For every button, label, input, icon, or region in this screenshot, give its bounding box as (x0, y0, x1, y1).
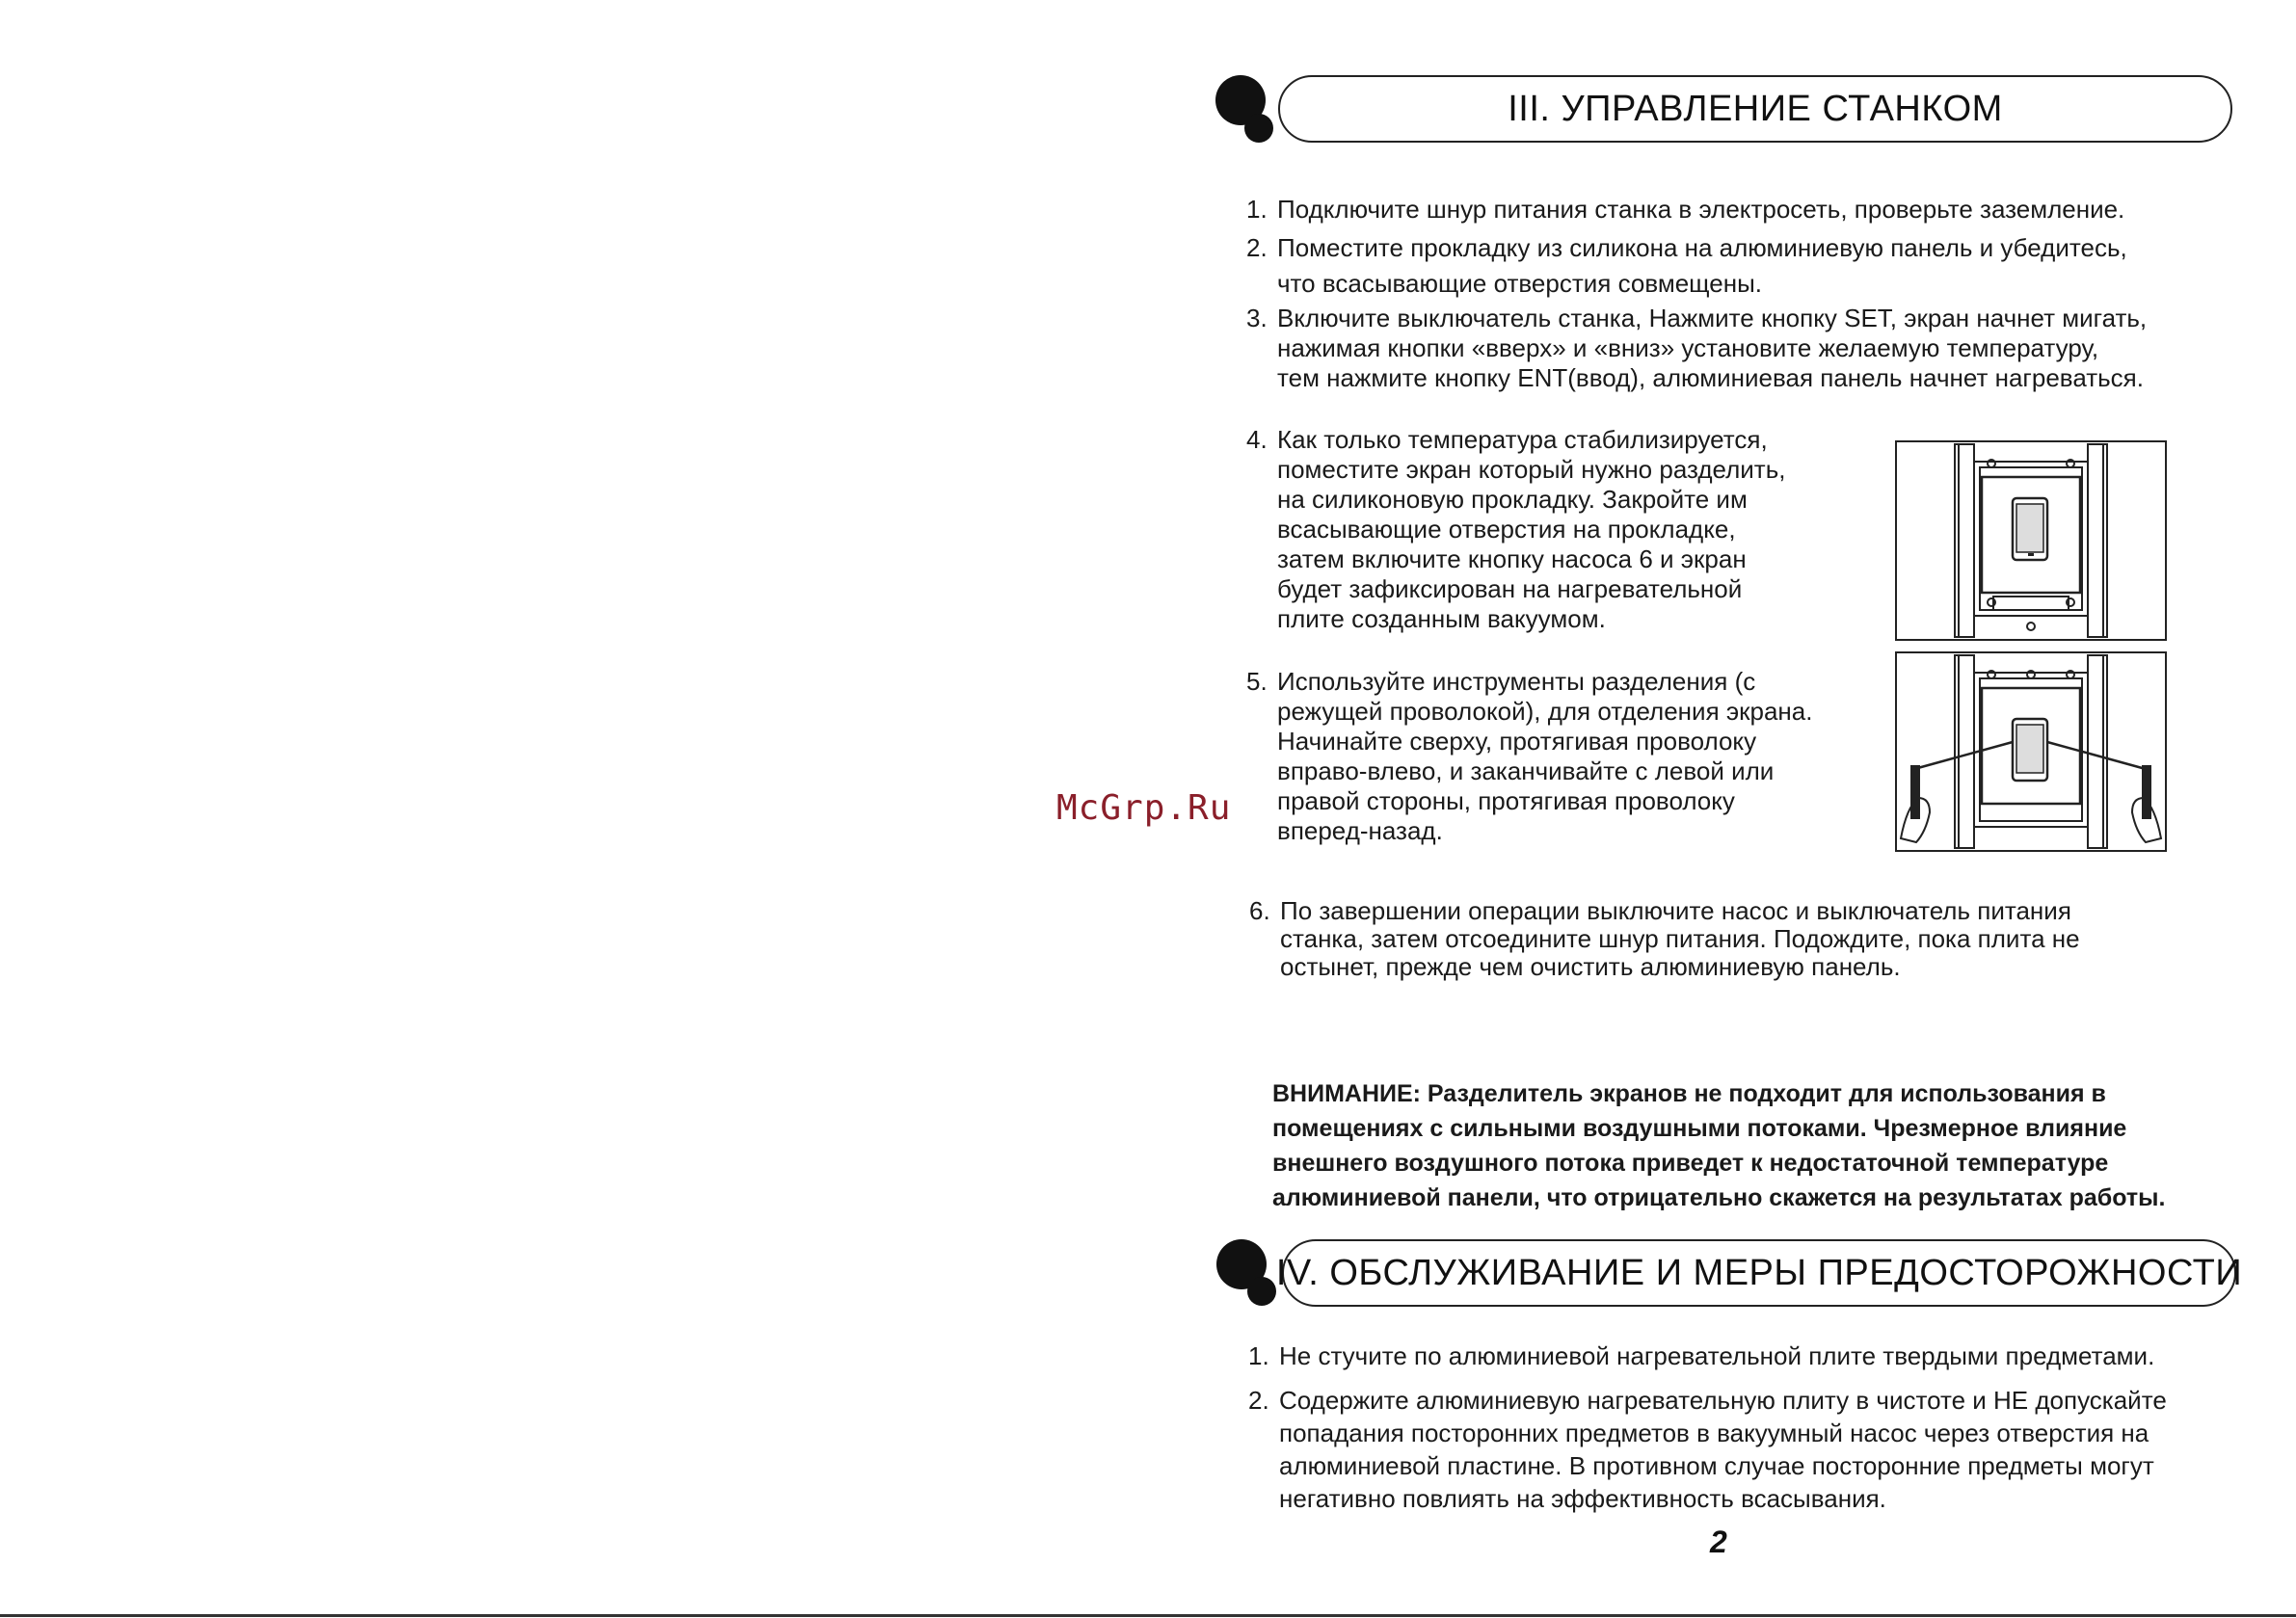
warning-line: внешнего воздушного потока приведет к недостаточной температуре (1272, 1150, 2109, 1177)
step-number: 5. (1246, 667, 1268, 696)
step-text-line: По завершении операции выключите насос и выключатель питания (1280, 896, 2071, 925)
step-text-line: Подключите шнур питания станка в электросеть, проверьте заземление. (1277, 195, 2125, 224)
step-text-line: вправо-влево, и заканчивайте с левой или (1277, 756, 1775, 785)
step-number: 3. (1246, 304, 1268, 332)
step-text-line: Содержите алюминиевую нагревательную плиту в чистоте и НЕ допускайте (1279, 1386, 2167, 1415)
step-text-line: Поместите прокладку из силикона на алюминиевую панель и убедитесь, (1277, 233, 2127, 262)
wire-cutting-drawing (1897, 653, 2165, 850)
step-text-line: Не стучите по алюминиевой нагревательной плите твердыми предметами. (1279, 1341, 2155, 1370)
illustration-phone-on-plate (1895, 440, 2167, 641)
step-text-line: Начинайте сверху, протягивая проволоку (1277, 727, 1757, 756)
step-text-line: всасывающие отверстия на прокладке, (1277, 515, 1736, 544)
warning-note (1272, 1076, 2165, 1215)
plate-drawing (1897, 442, 2165, 639)
step-text-line: затем включите кнопку насоса 6 и экран (1277, 544, 1747, 573)
step-number: 4. (1246, 425, 1268, 454)
step-text-line: станка, затем отсоедините шнур питания. Подождите, пока плита не (1280, 924, 2080, 953)
step-number: 1. (1248, 1341, 1269, 1370)
step-text-line: тем нажмите кнопку ENT(ввод), алюминиевая панель начнет нагреваться. (1277, 363, 2144, 392)
section-4-title: IV. ОБСЛУЖИВАНИЕ И МЕРЫ ПРЕДОСТОРОЖНОСТИ (1282, 1239, 2236, 1307)
step-text-line: остынет, прежде чем очистить алюминиевую панель. (1280, 952, 1901, 981)
step-text-line: вперед-назад. (1277, 816, 1443, 845)
step-text-line: Используйте инструменты разделения (с (1277, 667, 1756, 696)
step-number: 2. (1246, 233, 1268, 262)
warning-line: ВНИМАНИЕ: Разделитель экранов не подходит для использования в (1272, 1080, 2106, 1107)
page-bottom-rule (0, 1614, 2296, 1617)
step-text-line: на силиконовую прокладку. Закройте им (1277, 485, 1748, 514)
step-text-line: правой стороны, протягивая проволоку (1277, 786, 1735, 815)
step-text-line: попадания посторонних предметов в вакуумный насос через отверстия на (1279, 1419, 2149, 1447)
step-text-line: негативно повлиять на эффективность всасывания. (1279, 1484, 1886, 1513)
step-number: 6. (1249, 896, 1270, 925)
step-text-line: режущей проволокой), для отделения экрана. (1277, 697, 1813, 726)
step-text-line: алюминиевой пластине. В противном случае посторонние предметы могут (1279, 1451, 2154, 1480)
section-bullet-small (1244, 114, 1273, 143)
warning-line: алюминиевой панели, что отрицательно скажется на результатах работы. (1272, 1184, 2166, 1211)
step-text-line: нажимая кнопки «вверх» и «вниз» установите желаемую температуру, (1277, 333, 2099, 362)
step-number: 1. (1246, 195, 1268, 224)
step-text-line: что всасывающие отверстия совмещены. (1277, 269, 1763, 298)
step-text-line: плите созданным вакуумом. (1277, 604, 1606, 633)
warning-line: помещениях с сильными воздушными потоками. Чрезмерное влияние (1272, 1115, 2127, 1142)
page-number: 2 (1710, 1525, 1727, 1559)
step-text-line: поместите экран который нужно разделить, (1277, 455, 1786, 484)
step-text-line: будет зафиксирован на нагревательной (1277, 574, 1743, 603)
watermark: McGrp.Ru (1056, 788, 1232, 828)
step-number: 2. (1248, 1386, 1269, 1415)
illustration-wire-cutting (1895, 651, 2167, 852)
section-bullet-small (1247, 1277, 1276, 1306)
step-text-line: Включите выключатель станка, Нажмите кнопку SET, экран начнет мигать, (1277, 304, 2148, 332)
section-3-title: III. УПРАВЛЕНИЕ СТАНКОМ (1278, 75, 2232, 143)
step-text-line: Как только температура стабилизируется, (1277, 425, 1768, 454)
